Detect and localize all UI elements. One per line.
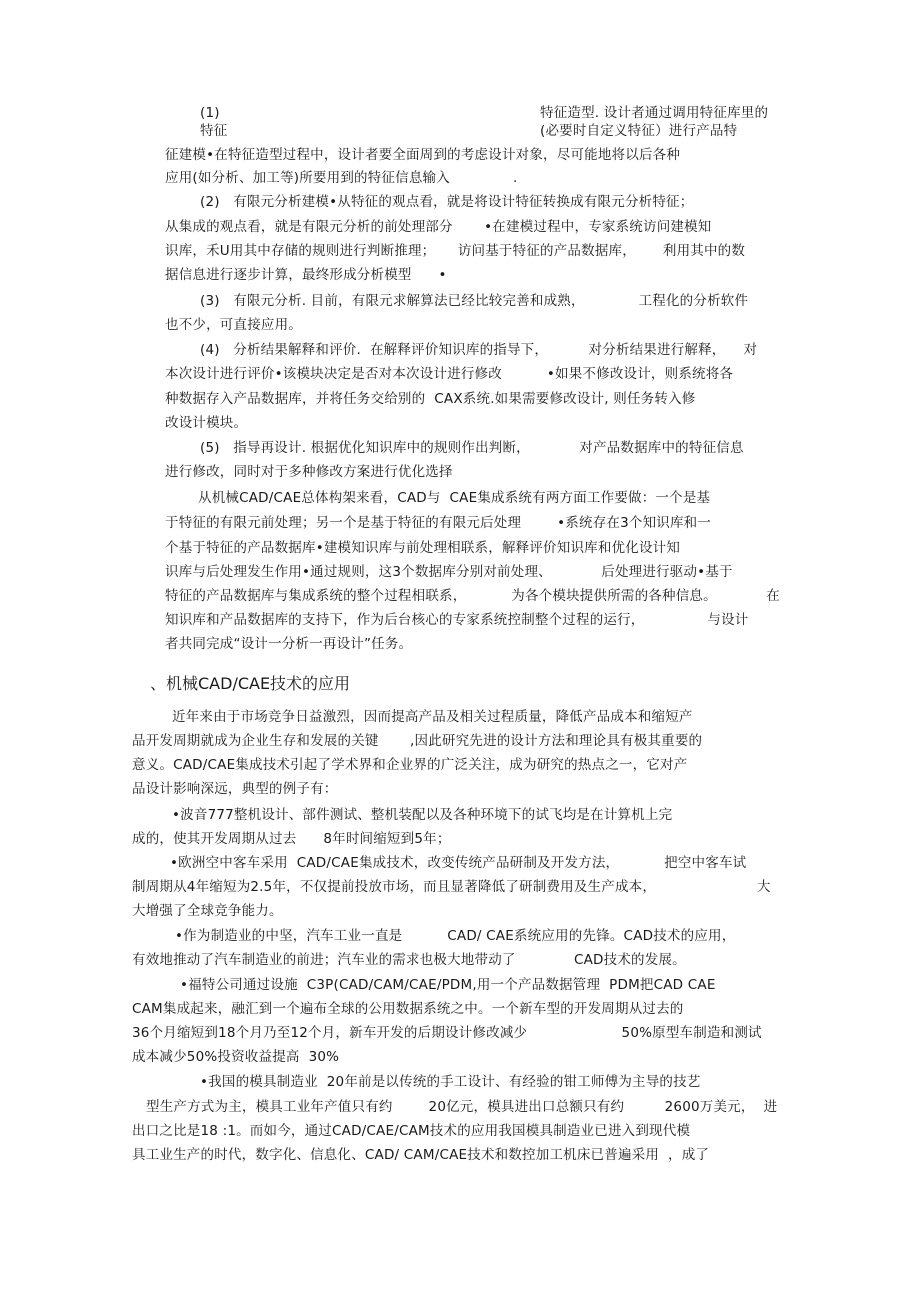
overview-line-6: 知识库和产品数据库的支持下，作为后台核心的专家系统控制整个过程的运行， 与设计 (165, 612, 749, 628)
bullet-mold-line-1: •我国的模具制造业 20年前是以传统的手工设计、有经验的钳工师傅为主导的技艺 (200, 1074, 701, 1090)
section-heading: 、机械CAD/CAE技术的应用 (150, 674, 351, 693)
item-2-line-4: 据信息进行逐步计算，最终形成分析模型 • (165, 267, 447, 283)
item-1-text-4-end: . (513, 170, 518, 186)
item-1-text-3: 征建模•在特征造型过程中，设计者要全面周到的考虑设计对象，尽可能地将以后各种 (165, 147, 681, 163)
bullet-auto-line-2: 有效地推动了汽车制造业的前进；汽车业的需求也极大地带动了 CAD技术的发展。 (132, 952, 686, 968)
overview-line-4: 识库与后处理发生作用•通过规则，这3个数据库分别对前处理、 后处理进行驱动•基于 (165, 564, 733, 580)
bullet-mold-line-4: 具工业生产的时代，数字化、信息化、CAD/ CAM/CAE技术和数控加工机床已普遍采用 ，成了 (132, 1147, 710, 1163)
item-4-line-2: 本次设计进行评价•该模块决定是否对本次设计进行修改 •如果不修改设计，则系统将各 (165, 366, 734, 382)
item-3-line-2: 也不少，可直接应用。 (165, 317, 302, 333)
bullet-airbus-line-2: 制周期从4年缩短为2.5年，不仅提前投放市场，而且显著降低了研制费用及生产成本， (132, 879, 657, 895)
item-1-text-right-2: (必要时自定义特征）进行产品特 (540, 123, 738, 139)
item-4-line-3: 种数据存入产品数据库，并将任务交给别的 CAX系统.如果需要修改设计, 则任务转入修 (165, 391, 696, 407)
bullet-airbus-line-1: •欧洲空中客车采用 CAD/CAE集成技术，改变传统产品研制及开发方法， 把空中客车试 (170, 855, 747, 871)
item-3-line-1: (3) 有限元分析. 目前，有限元求解算法已经比较完善和成熟， 工程化的分析软件 (200, 293, 749, 309)
bullet-boeing-line-1: •波音777整机设计、部件测试、整机装配以及各种环境下的试飞均是在计算机上完 (172, 807, 673, 823)
intro-line-4: 品设计影响深远，典型的例子有： (132, 781, 338, 797)
bullet-ford-line-4: 成本减少50%投资收益提高 30% (132, 1049, 340, 1065)
bullet-boeing-line-2: 成的，使其开发周期从过去 8年时间缩短到5年； (132, 831, 451, 847)
item-1-label: 特征 (200, 123, 228, 139)
bullet-airbus-line-2-end: 大 (757, 879, 771, 895)
overview-line-2: 于特征的有限元前处理；另一个是基于特征的有限元后处理 •系统存在3个知识库和一 (165, 515, 712, 531)
bullet-auto-line-1: •作为制造业的中坚，汽车工业一直是 CAD/ CAE系统应用的先锋。CAD技术的应用， (175, 928, 736, 944)
bullet-airbus-line-3: 大增强了全球竞争能力。 (132, 903, 283, 919)
item-4-line-4: 改设计模块。 (165, 415, 248, 431)
bullet-mold-line-2: 型生产方式为主，模具工业年产值只有约 20亿元，模具进出口总额只有约 2600万美元， 进 (146, 1099, 778, 1115)
bullet-ford-line-1: •福特公司通过设施 C3P(CAD/CAM/CAE/PDM,用一个产品数据管理 PDM把CAD CAE (180, 977, 716, 993)
bullet-mold-line-3: 出口之比是18 :1。而如今，通过CAD/CAE/CAM技术的应用我国模具制造业已进入到现代模 (132, 1123, 691, 1139)
item-2-line-3: 识库，禾U用其中存储的规则进行判断推理； 访问基于特征的产品数据库， 利用其中的数 (165, 243, 746, 259)
item-2-line-2: 从集成的观点看，就是有限元分析的前处理部分 •在建模过程中，专家系统访问建模知 (165, 219, 712, 235)
item-5-line-1: (5) 指导再设计. 根据优化知识库中的规则作出判断， 对产品数据库中的特征信息 (200, 440, 744, 456)
overview-line-7: 者共同完成“设计一分析一再设计”任务。 (165, 636, 413, 652)
item-4-line-1: (4) 分析结果解释和评价. 在解释评价知识库的指导下， 对分析结果进行解释， 对 (200, 342, 758, 358)
intro-line-2: 品开发周期就成为企业生存和发展的关键 ,因此研究先进的设计方法和理论具有极其重要的 (132, 733, 703, 749)
intro-line-3: 意义。CAD/CAE集成技术引起了学术界和企业界的广泛关注，成为研究的热点之一，它对产 (132, 757, 688, 773)
item-1-text-right-1: 特征造型. 设计者通过调用特征库里的 (540, 105, 769, 121)
bullet-ford-line-3: 36个月缩短到18个月乃至12个月，新车开发的后期设计修改减少 50%原型车制造和测试 (132, 1025, 762, 1041)
item-2-line-1: (2) 有限元分析建模•从特征的观点看，就是将设计特征转换成有限元分析特征； (200, 194, 694, 210)
overview-line-5: 特征的产品数据库与集成系统的整个过程相联系， 为各个模块提供所需的各种信息。 在 (165, 588, 780, 604)
bullet-ford-line-2: CAM集成起来，融汇到一个遍布全球的公用数据系统之中。一个新车型的开发周期从过去的 (132, 1001, 684, 1017)
item-1-number: (1) (200, 105, 220, 121)
overview-line-1: 从机械CAD/CAE总体构架来看，CAD与 CAE集成系统有两方面工作要做：一个是基 (198, 490, 711, 506)
item-5-line-2: 进行修改，同时对于多种修改方案进行优化选择 (165, 464, 453, 480)
overview-line-3: 个基于特征的产品数据库•建模知识库与前处理相联系，解释评价知识库和优化设计知 (165, 540, 681, 556)
item-1-text-4: 应用(如分析、加工等)所要用到的特征信息输入 (165, 170, 450, 186)
intro-line-1: 近年来由于市场竞争日益激烈，因而提高产品及相关过程质量，降低产品成本和缩短产 (172, 709, 693, 725)
